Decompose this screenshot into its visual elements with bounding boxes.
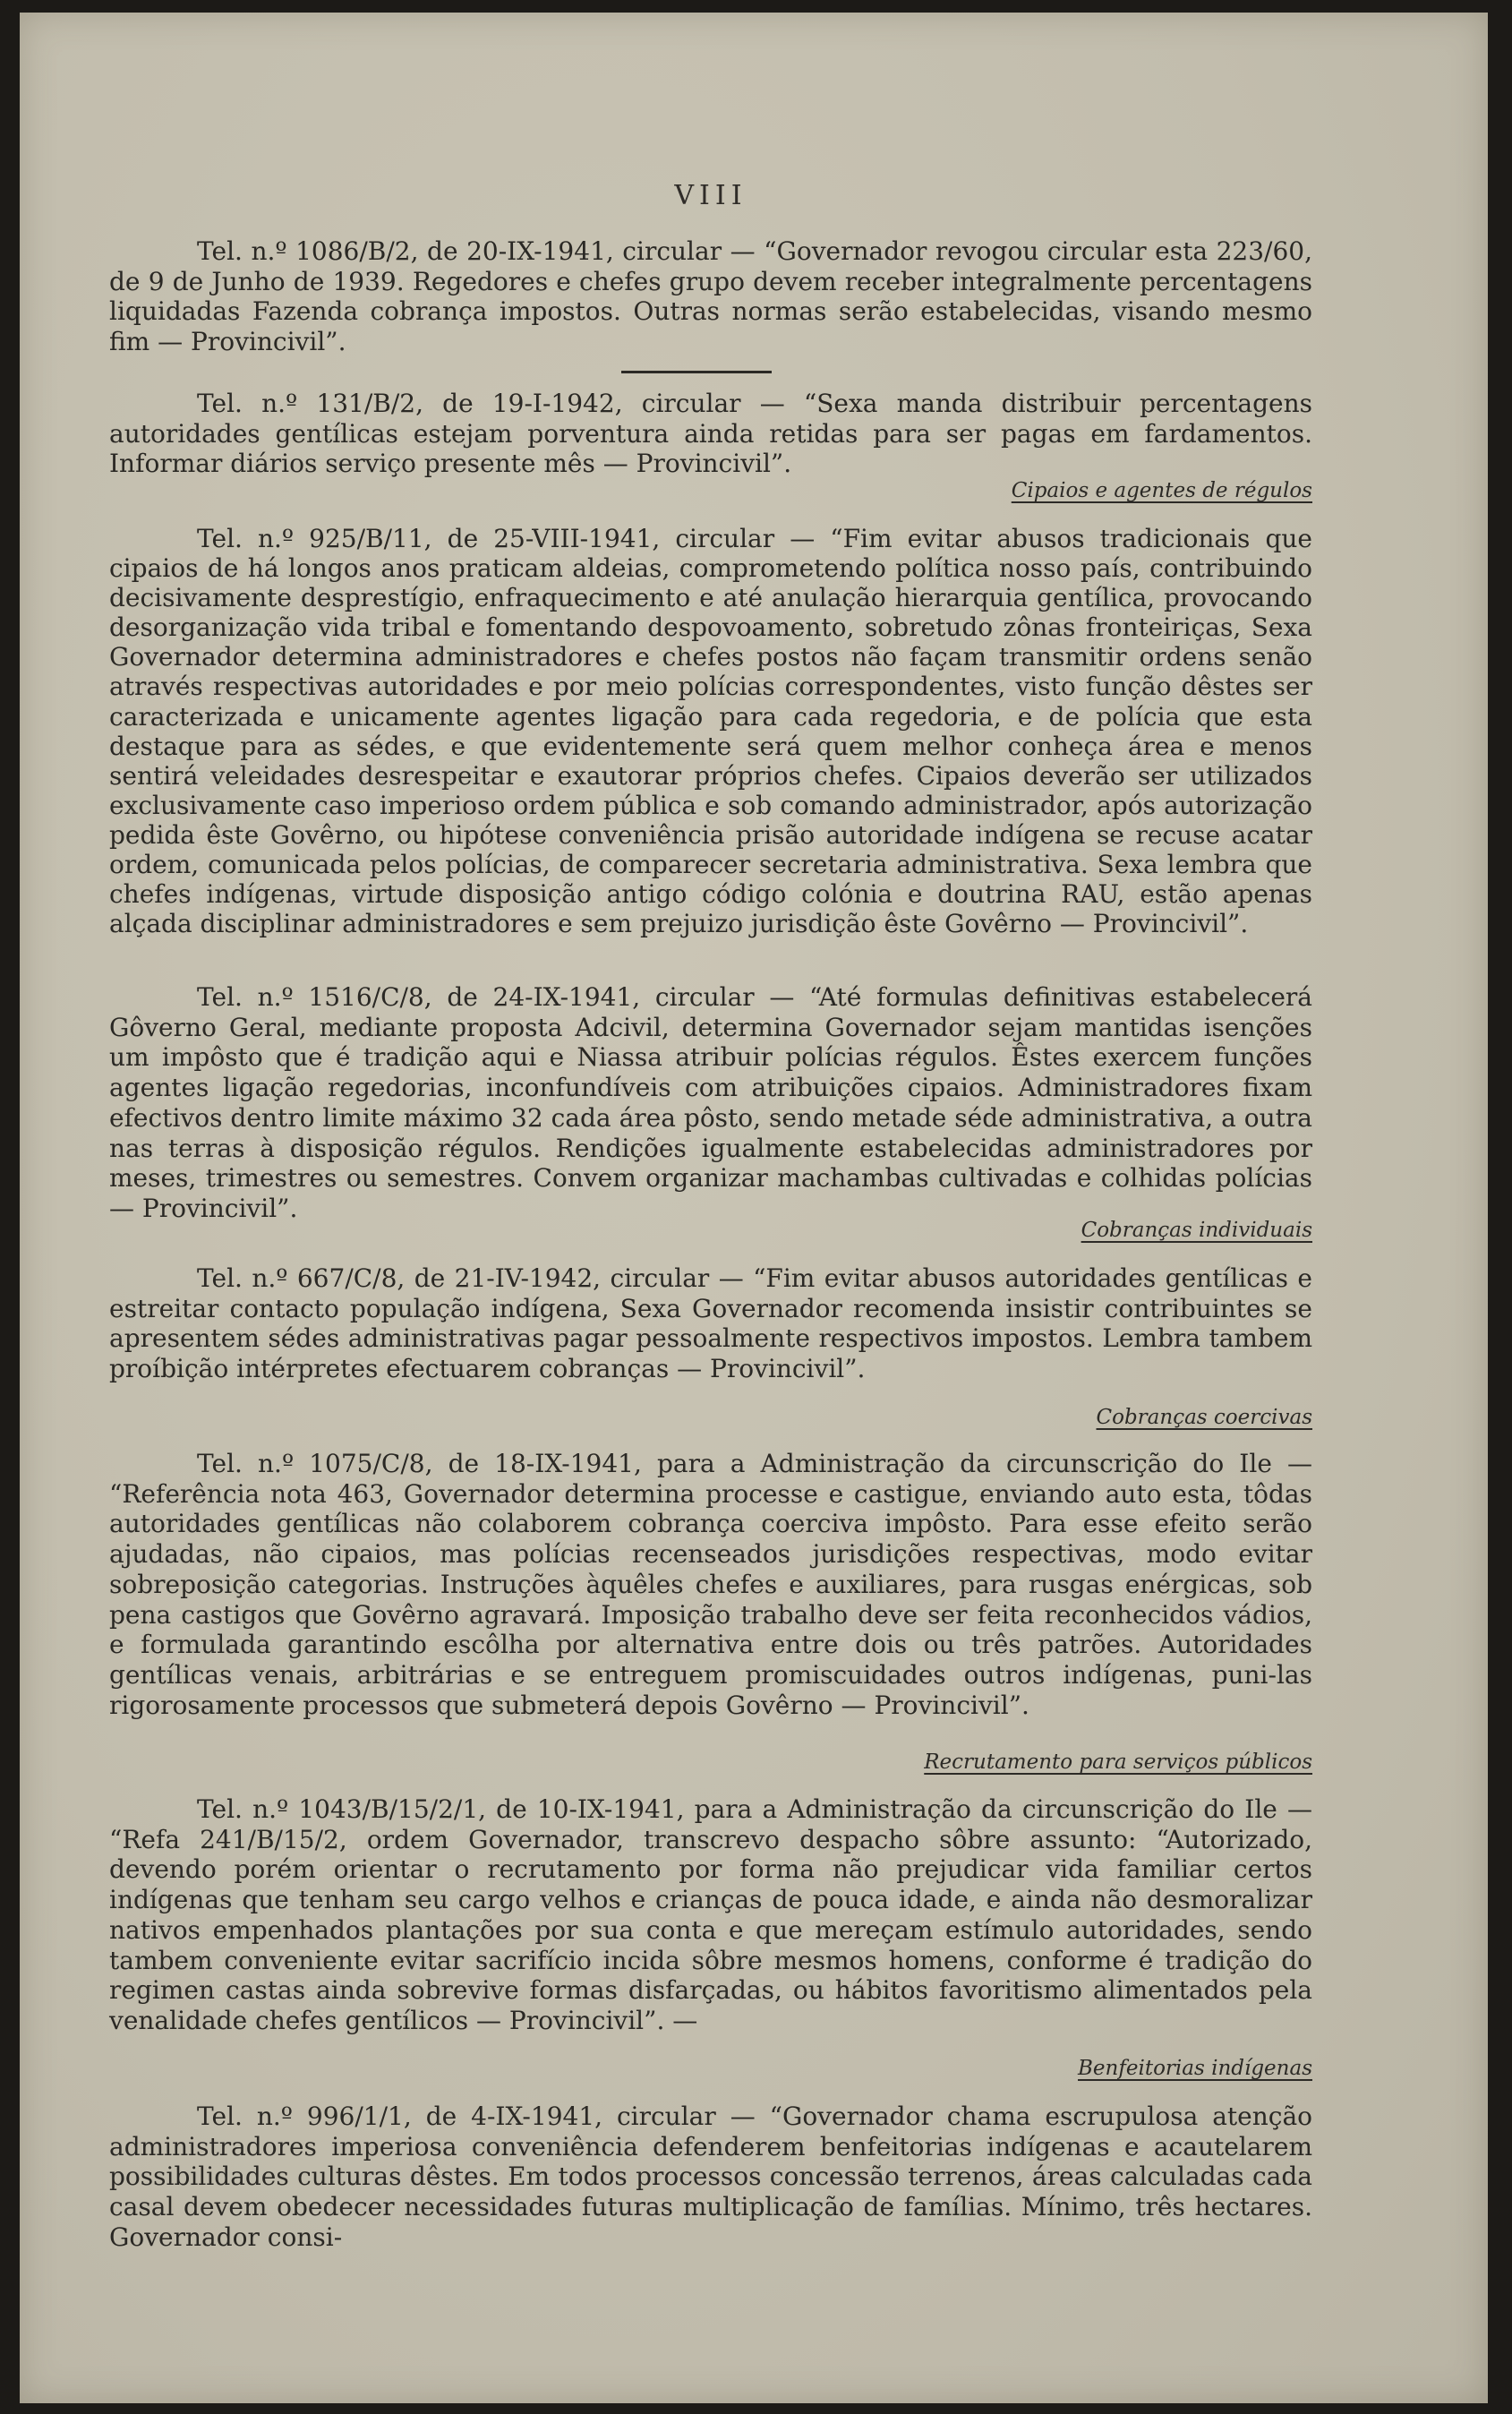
page-number: VIII bbox=[674, 180, 747, 211]
section-heading-cobrancas-individuais: Cobranças individuais bbox=[1081, 1219, 1312, 1242]
telegram-1043 bbox=[109, 1794, 1312, 2036]
paragraph: Tel. n.º 131/B/2, de 19-I-1942, circular — “Sexa manda distribuir percentagens autoridades gentílicas estejam porventura ainda retidas para ser pagas em fardamentos. Informar diários serviço presente mês — Provincivil”. bbox=[109, 389, 1312, 479]
telegram-925 bbox=[109, 524, 1312, 938]
section-heading-recrutamento: Recrutamento para serviços públicos bbox=[924, 1751, 1312, 1774]
paragraph: Tel. n.º 1516/C/8, de 24-IX-1941, circular — “Até formulas definitivas estabelecerá Gôverno Geral, mediante proposta Adcivil, determina Governador sejam mantidas isenções um impôsto que é tradição aqui e Niassa atribuir polícias régulos. Êstes exercem funções agentes ligação regedorias, inconfundíveis com atribuições cipaios. Administradores fixam efectivos dentro limite máximo 32 cada área pôsto, sendo metade séde administrativa, a outra nas terras à disposição régulos. Rendições igualmente estabelecidas administradores por meses, trimestres ou semestres. Convem organizar machambas cultivadas e colhidas polícias — Provincivil”. bbox=[109, 982, 1312, 1223]
paragraph: Tel. n.º 996/1/1, de 4-IX-1941, circular — “Governador chama escrupulosa atenção administradores imperiosa conveniência defenderem benfeitorias indígenas e acautelarem possibilidades culturas dêstes. Em todos processos concessão terrenos, áreas calculadas cada casal devem obedecer necessidades futuras multiplicação de famílias. Mínimo, três hectares. Governador consi- bbox=[109, 2102, 1312, 2252]
paragraph: Tel. n.º 1043/B/15/2/1, de 10-IX-1941, para a Administração da circunscrição do Ile — “Refa 241/B/15/2, ordem Governador, transcrevo despacho sôbre assunto: “Autorizado, devendo porém orientar o recrutamento por forma não prejudicar vida familiar certos indígenas que tenham seu cargo velhos e crianças de pouca idade, e ainda não desmoralizar nativos empenhados plantações por sua conta e que mereçam estímulo autoridades, sendo tambem conveniente evitar sacrifício incida sôbre mesmos homens, conforme é tradição do regimen castas ainda sobrevive formas disfarçadas, ou hábitos favoritismo alimentados pela venalidade chefes gentílicos — Provincivil”. — bbox=[109, 1794, 1312, 2035]
document-page bbox=[20, 13, 1488, 2403]
telegram-1086 bbox=[109, 236, 1312, 357]
paragraph: Tel. n.º 667/C/8, de 21-IV-1942, circular — “Fim evitar abusos autoridades gentílicas e estreitar contacto população indígena, Sexa Governador recomenda insistir contribuintes se apresentem sédes administrativas pagar pessoalmente respectivos impostos. Lembra tambem proíbição intérpretes efectuarem cobranças — Provincivil”. bbox=[109, 1263, 1312, 1384]
telegram-996 bbox=[109, 2102, 1312, 2253]
telegram-131 bbox=[109, 389, 1312, 479]
telegram-1075 bbox=[109, 1449, 1312, 1720]
section-heading-cipaios: Cipaios e agentes de régulos bbox=[1011, 479, 1312, 502]
section-heading-cobrancas-coercivas: Cobranças coercivas bbox=[1096, 1406, 1312, 1429]
section-divider bbox=[621, 371, 772, 373]
section-heading-benfeitorias: Benfeitorias indígenas bbox=[1078, 2057, 1312, 2080]
paragraph: Tel. n.º 1075/C/8, de 18-IX-1941, para a Administração da circunscrição do Ile — “Referência nota 463, Governador determina processe e castigue, enviando auto esta, tôdas autoridades gentílicas não colaborem cobrança coerciva impôsto. Para esse efeito serão ajudadas, não cipaios, mas polícias recenseados jurisdições respectivas, modo evitar sobreposição categorias. Instruções àquêles chefes e auxiliares, para rusgas enérgicas, sob pena castigos que Govêrno agravará. Imposição trabalho deve ser feita reconhecidos vádios, e formulada garantindo escôlha por alternativa entre dois ou três patrões. Autoridades gentílicas venais, arbitrárias e se entreguem promiscuidades outros indígenas, puni-las rigorosamente processos que submeterá depois Govêrno — Provincivil”. bbox=[109, 1449, 1312, 1720]
telegram-1516 bbox=[109, 982, 1312, 1224]
telegram-667 bbox=[109, 1263, 1312, 1384]
paragraph: Tel. n.º 1086/B/2, de 20-IX-1941, circular — “Governador revogou circular esta 223/60, de 9 de Junho de 1939. Regedores e chefes grupo devem receber integralmente percentagens liquidadas Fazenda cobrança impostos. Outras normas serão estabelecidas, visando mesmo fim — Provincivil”. bbox=[109, 236, 1312, 357]
paragraph: Tel. n.º 925/B/11, de 25-VIII-1941, circular — “Fim evitar abusos tradicionais que cipaios de há longos anos praticam aldeias, comprometendo política nosso país, contribuindo decisivamente desprestígio, enfraquecimento e até anulação hierarquia gentílica, provocando desorganização vida tribal e fomentando despovoamento, sobretudo zônas fronteiriças, Sexa Governador determina administradores e chefes postos não façam transmitir ordens senão através respectivas autoridades e por meio polícias correspondentes, visto função dêstes ser caracterizada e unicamente agentes ligação para cada regedoria, e de polícia que esta destaque para as sédes, e que evidentemente será quem melhor conheça área e menos sentirá veleidades desrespeitar e exautorar próprios chefes. Cipaios deverão ser utilizados exclusivamente caso imperioso ordem pública e sob comando administrador, após autorização pedida êste Govêrno, ou hipótese conveniência prisão autoridade indígena se recuse acatar ordem, comunicada pelos polícias, de comparecer secretaria administrativa. Sexa lembra que chefes indígenas, virtude disposição antigo código colónia e doutrina RAU, estão apenas alçada disciplinar administradores e sem prejuizo jurisdição êste Govêrno — Provincivil”. bbox=[109, 524, 1312, 939]
